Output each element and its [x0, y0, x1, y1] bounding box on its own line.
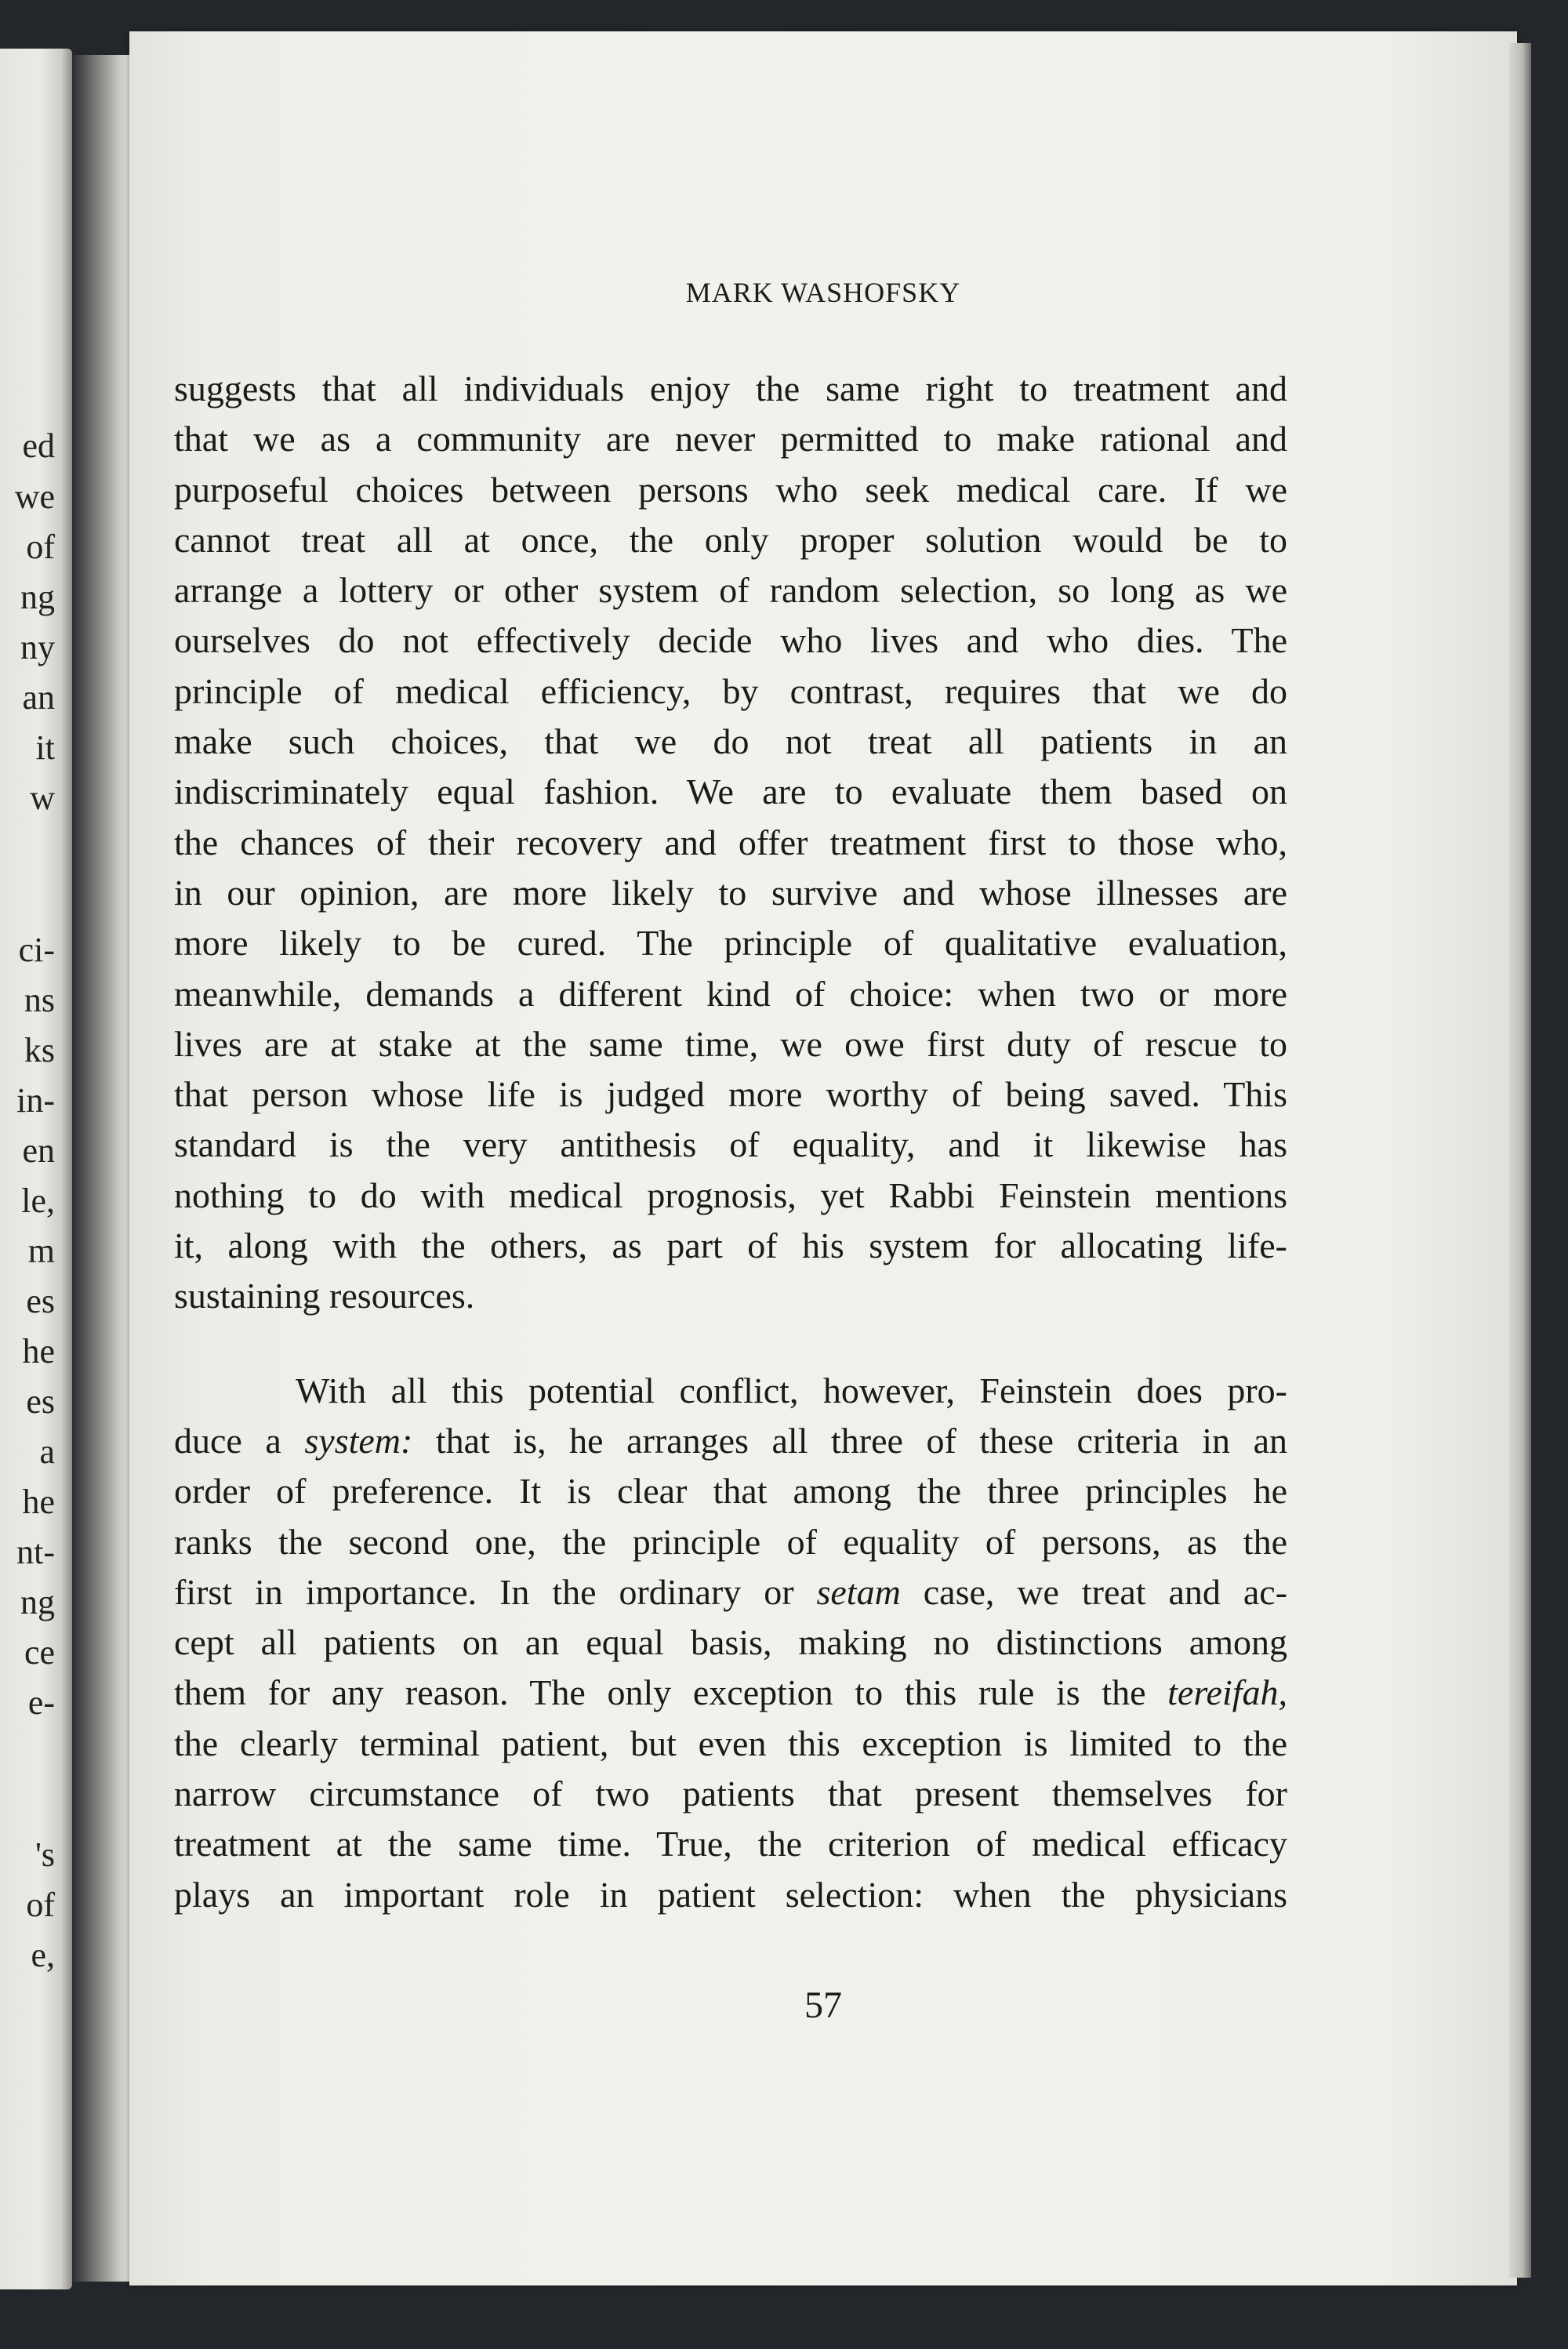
facing-page-fragment: ks	[24, 1031, 55, 1069]
facing-page-fragment: ed	[22, 427, 55, 465]
text-run: that is, he arranges all three of these criteria in an	[435, 1420, 1287, 1461]
italic-term-tereifah: tereifah,	[1167, 1672, 1288, 1713]
text-line: cept all patients on an equal basis, making no distinctions among	[174, 1622, 1287, 1663]
facing-page-fragment: 's	[34, 1835, 55, 1874]
text-line: suggests that all individuals enjoy the same right to treatment and	[174, 369, 1287, 408]
text-line: cannot treat all at once, the only proper solution would be to	[174, 519, 1287, 560]
text-line: that we as a community are never permitted to make rational and	[174, 419, 1287, 459]
text-line: indiscriminately equal fashion. We are to evaluate them based on	[174, 772, 1287, 812]
text-line: lives are at stake at the same time, we owe first duty of rescue to	[174, 1023, 1287, 1064]
facing-page-fragment: w	[30, 779, 55, 817]
text-line: With all this potential conflict, however, Feinstein does pro-	[296, 1370, 1287, 1410]
facing-page-fragment: an	[22, 678, 55, 717]
facing-page-fragment: he	[22, 1483, 55, 1521]
facing-page-fragment: es	[26, 1282, 55, 1320]
facing-page-fragment: of	[26, 1886, 55, 1924]
facing-page-fragment: ny	[20, 628, 55, 666]
facing-page-fragment: e,	[31, 1936, 55, 1974]
italic-term-system: system:	[304, 1420, 413, 1461]
facing-page-fragment: we	[14, 477, 55, 516]
text-line	[174, 1416, 1287, 1466]
text-line: standard is the very antithesis of equality, and it likewise has	[174, 1124, 1287, 1165]
facing-page-fragment: of	[26, 528, 55, 566]
paragraph-1	[174, 364, 1287, 1322]
facing-page-fragment: ci-	[18, 931, 55, 969]
text-line	[174, 1567, 1287, 1617]
text-line: more likely to be cured. The principle of qualitative evaluation,	[174, 923, 1287, 964]
text-line: the clearly terminal patient, but even this exception is limited to the	[174, 1723, 1287, 1763]
text-line: nothing to do with medical prognosis, yet Rabbi Feinstein mentions	[174, 1174, 1287, 1215]
text-run: duce a	[174, 1420, 281, 1461]
italic-term-setam: setam	[816, 1571, 901, 1612]
text-line: arrange a lottery or other system of random selection, so long as we	[174, 570, 1287, 611]
facing-page-fragment: it	[35, 728, 55, 767]
book-gutter	[72, 55, 135, 2282]
facing-page-fragment: en	[22, 1131, 55, 1170]
facing-page-fragment: a	[39, 1432, 55, 1471]
text-line: it, along with the others, as part of his system for allocating life-	[174, 1225, 1287, 1266]
facing-page-fragment: le,	[21, 1182, 55, 1220]
facing-page-fragment: he	[22, 1332, 55, 1371]
page-stack-edge	[1509, 43, 1531, 2278]
facing-page-fragment: ns	[24, 981, 55, 1019]
text-line: make such choices, that we do not treat all patients in an	[174, 721, 1287, 762]
text-run: first in importance. In the ordinary or	[174, 1571, 794, 1612]
facing-page-fragment: m	[27, 1232, 55, 1270]
facing-page-fragment: es	[26, 1382, 55, 1421]
page-number: 57	[804, 1984, 842, 2026]
text-line: sustaining resources.	[174, 1276, 475, 1316]
facing-page-fragment: ce	[24, 1633, 55, 1672]
facing-page-fragment: in-	[16, 1081, 55, 1120]
text-line: narrow circumstance of two patients that present themselves for	[174, 1774, 1287, 1814]
text-line: the chances of their recovery and offer treatment first to those who,	[174, 822, 1287, 862]
text-line: in our opinion, are more likely to survive and whose illnesses are	[174, 872, 1287, 913]
text-line: order of preference. It is clear that among the three principles he	[174, 1471, 1287, 1512]
facing-page-fragment: ng	[20, 578, 55, 616]
text-line: that person whose life is judged more worthy of being saved. This	[174, 1074, 1287, 1115]
facing-page-edge	[0, 49, 72, 2289]
text-line: principle of medical efficiency, by contrast, requires that we do	[174, 670, 1287, 711]
facing-page-fragment: ng	[20, 1583, 55, 1621]
paragraph-2	[174, 1366, 1287, 1920]
body-text	[174, 364, 1287, 1920]
text-line: purposeful choices between persons who seek medical care. If we	[174, 469, 1287, 510]
text-line: ranks the second one, the principle of equality of persons, as the	[174, 1521, 1287, 1562]
text-line: treatment at the same time. True, the criterion of medical efficacy	[174, 1824, 1287, 1864]
text-line: ourselves do not effectively decide who lives and who dies. The	[174, 620, 1287, 661]
text-run: case, we treat and ac-	[923, 1571, 1288, 1612]
running-head: MARK WASHOFSKY	[685, 277, 961, 308]
text-line	[174, 1668, 1287, 1718]
facing-page-fragment: e-	[27, 1683, 55, 1722]
text-line: plays an important role in patient selection: when the physicians	[174, 1874, 1287, 1915]
facing-page-fragment: nt-	[16, 1533, 55, 1571]
text-line: meanwhile, demands a different kind of choice: when two or more	[174, 973, 1287, 1014]
text-run: them for any reason. The only exception to this rule is the	[174, 1672, 1146, 1713]
